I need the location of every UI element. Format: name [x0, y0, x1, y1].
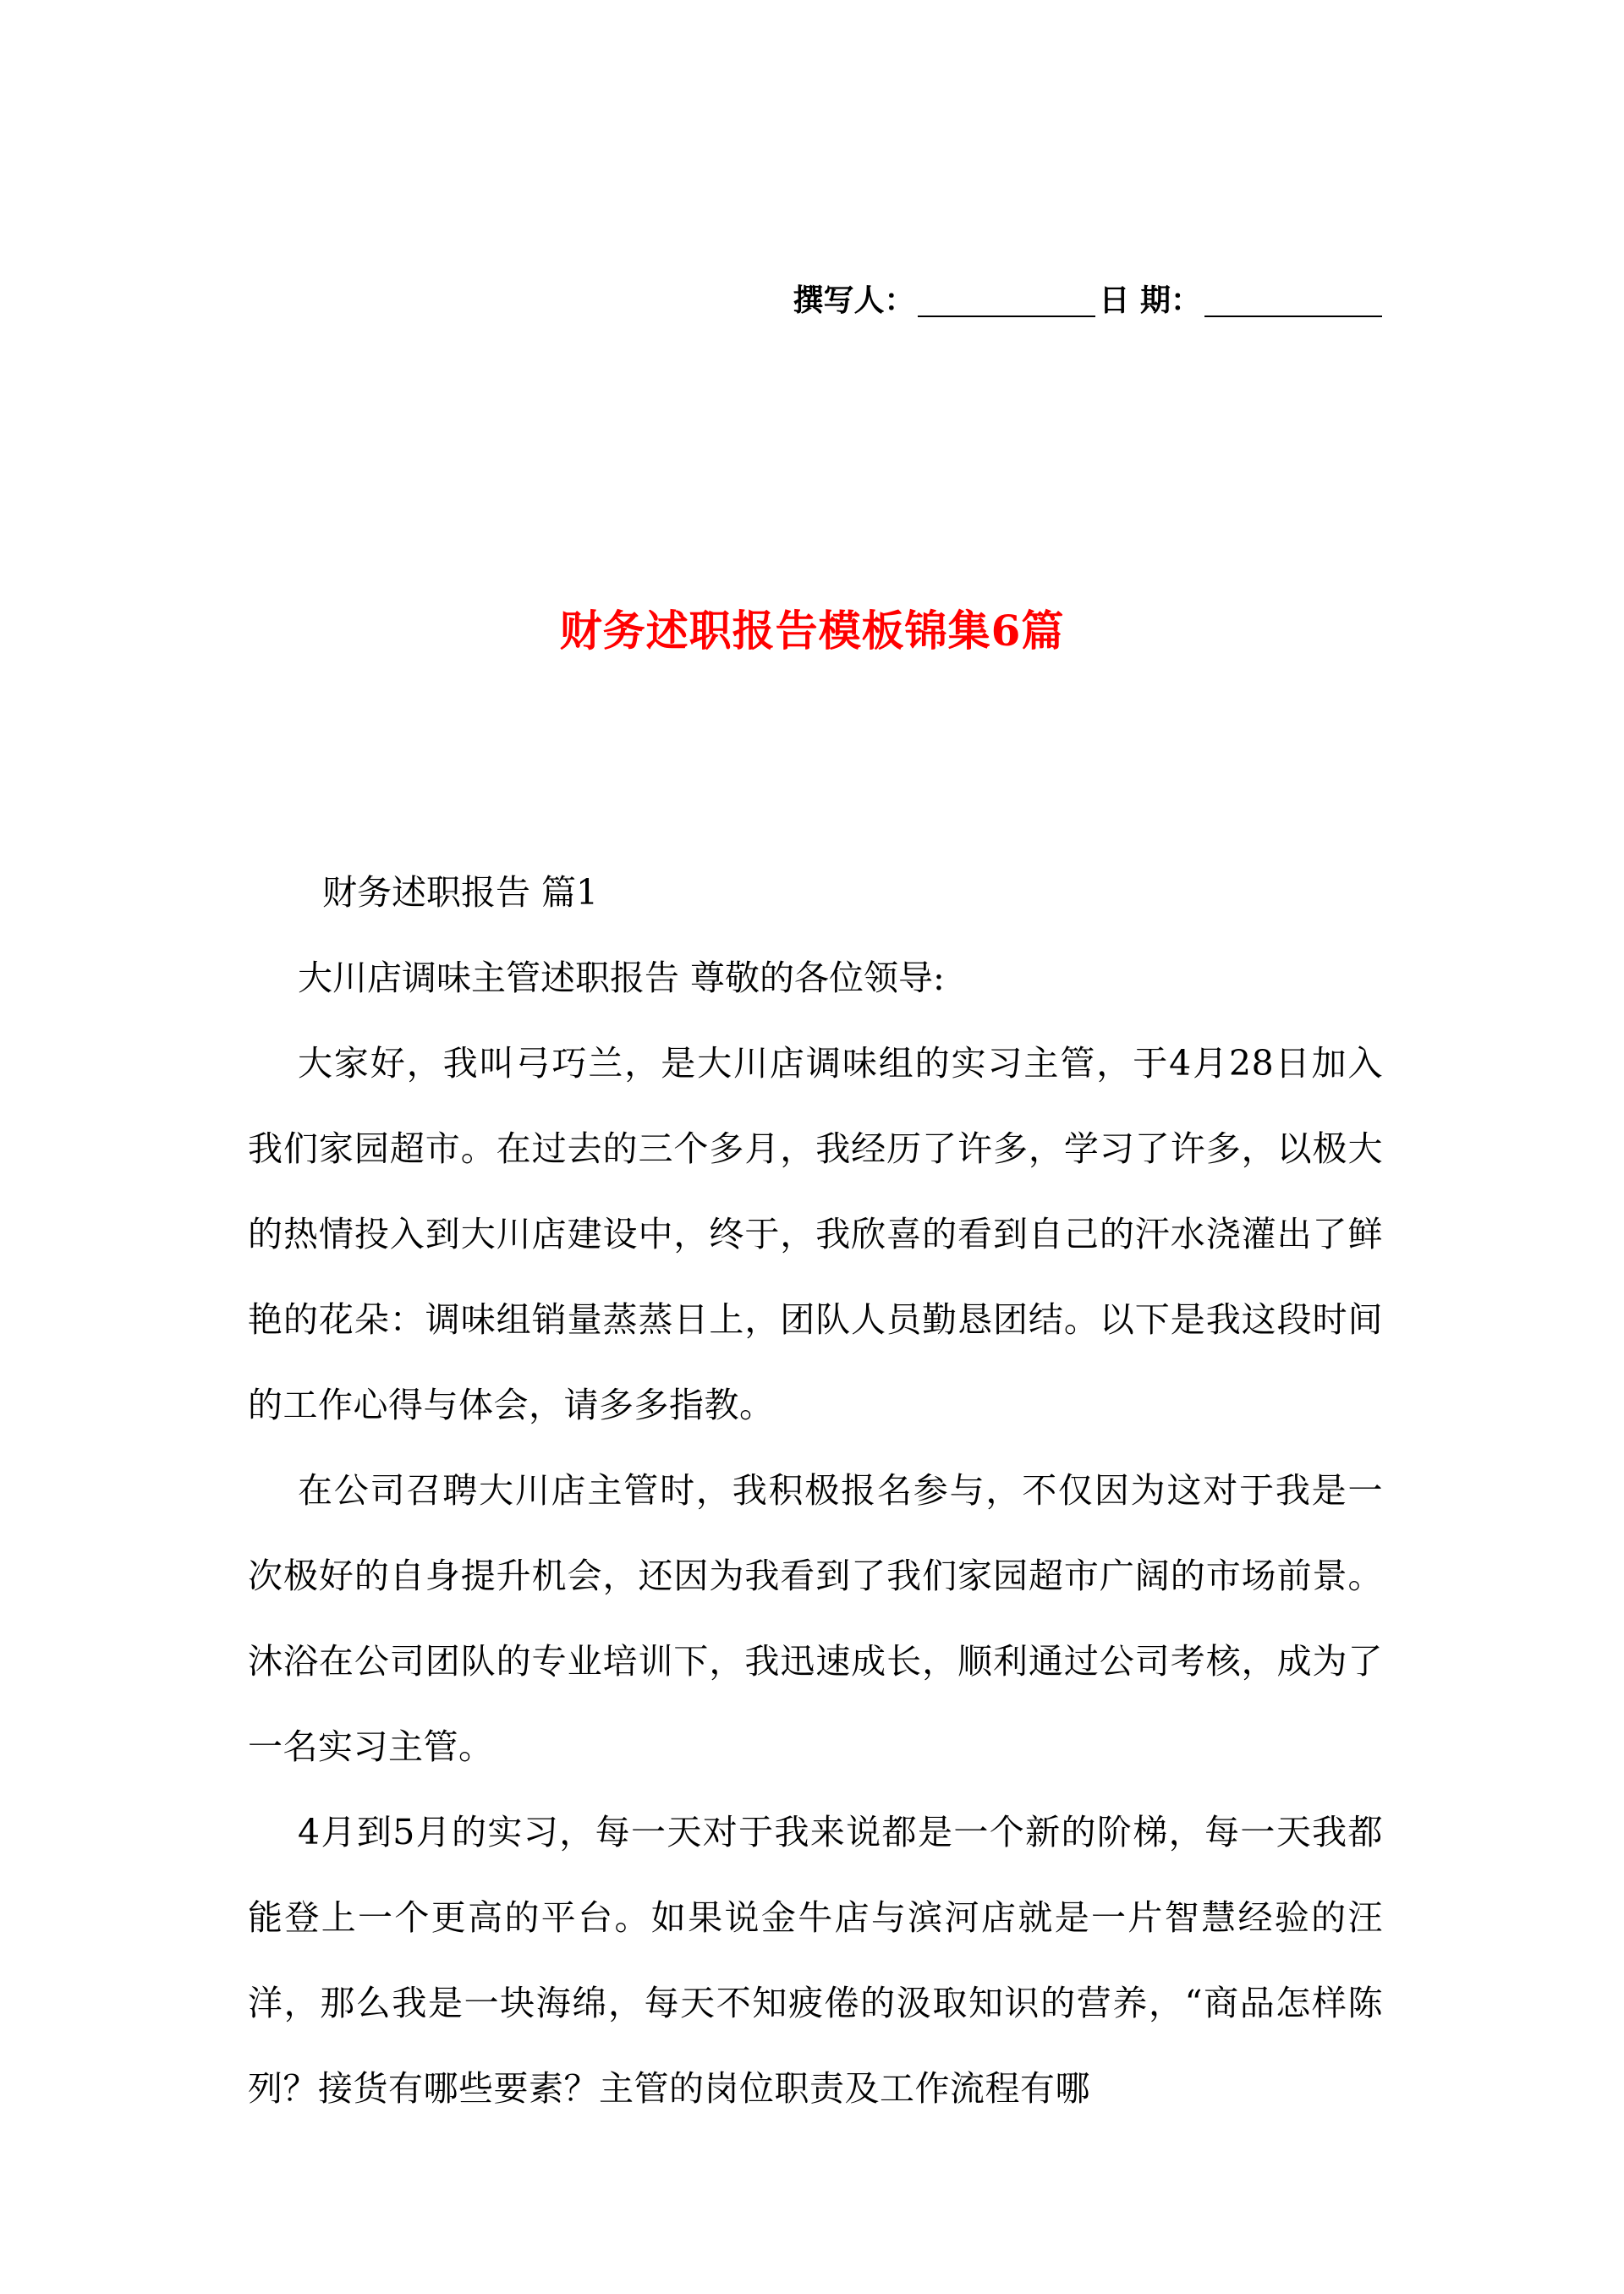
author-label: 撰写人：	[793, 283, 915, 318]
body-paragraph-1: 大家好，我叫弓巧兰，是大川店调味组的实习主管，于4月28日加入我们家园超市。在过去的三个多月，我经历了许多，学习了许多，以极大的热情投入到大川店建设中，终于，我欣喜的看到自己的汗水浇灌出了鲜艳的花朵：调味组销量蒸蒸日上，团队人员勤恳团结。以下是我这段时间的工作心得与体会，请多多指教。	[248, 1043, 1383, 1425]
body-paragraph-3: 4月到5月的实习，每一天对于我来说都是一个新的阶梯，每一天我都能登上一个更高的平台。如果说金牛店与滨河店就是一片智慧经验的汪洋，那么我是一块海绵，每天不知疲倦的汲取知识的营养，“商品怎样陈列？接货有哪些要素？主管的岗位职责及工作流程有哪	[248, 1812, 1383, 2109]
body-paragraph-2: 在公司召聘大川店主管时，我积极报名参与，不仅因为这对于我是一次极好的自身提升机会，还因为我看到了我们家园超市广阔的市场前景。沐浴在公司团队的专业培训下，我迅速成长，顺利通过公司考核，成为了一名实习主管。	[248, 1470, 1383, 1767]
date-blank-field[interactable]	[1204, 285, 1382, 317]
section-heading: 财务述职报告 篇1	[322, 872, 599, 913]
author-date-line	[793, 283, 1385, 317]
document-body	[248, 850, 1383, 2132]
document-title: 财务述职报告模板锦集6篇	[559, 606, 1065, 656]
salutation-line: 大川店调味主管述职报告 尊敬的各位领导:	[298, 958, 945, 998]
date-label: 日 期：	[1099, 283, 1201, 318]
author-blank-field[interactable]	[918, 285, 1095, 317]
